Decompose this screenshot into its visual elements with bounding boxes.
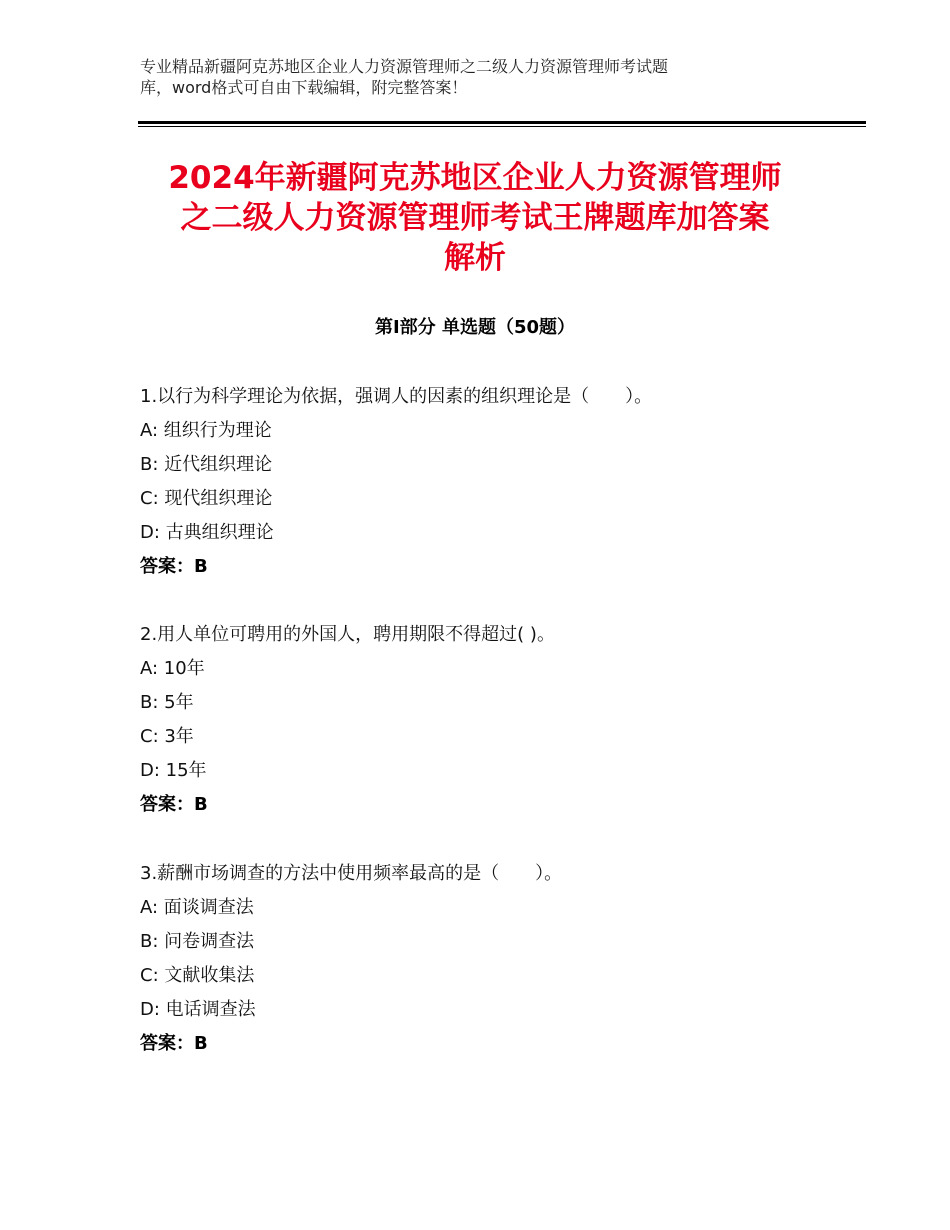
option-b: B: 问卷调查法: [140, 931, 255, 952]
question-2: [140, 618, 840, 822]
option-c: C: 现代组织理论: [140, 488, 273, 509]
question-1: [140, 380, 840, 584]
answer-line: 答案：B: [140, 794, 208, 815]
option-d: D: 电话调查法: [140, 999, 256, 1020]
option-a: A: 组织行为理论: [140, 420, 272, 441]
question-3: [140, 857, 840, 1061]
question-stem: 2.用人单位可聘用的外国人，聘用期限不得超过( )。: [140, 624, 555, 645]
document-title: [120, 158, 830, 278]
header-rule-thin: [138, 126, 866, 127]
question-stem: 3.薪酬市场调查的方法中使用频率最高的是（ ）。: [140, 863, 563, 884]
answer-line: 答案：B: [140, 1033, 208, 1054]
option-b: B: 5年: [140, 692, 194, 713]
title-line-1: 2024年新疆阿克苏地区企业人力资源管理师: [168, 160, 782, 196]
question-stem: 1.以行为科学理论为依据，强调人的因素的组织理论是（ ）。: [140, 386, 653, 407]
option-c: C: 文献收集法: [140, 965, 255, 986]
option-c: C: 3年: [140, 726, 194, 747]
option-d: D: 古典组织理论: [140, 522, 274, 543]
header-note-line-1: 专业精品新疆阿克苏地区企业人力资源管理师之二级人力资源管理师考试题: [140, 57, 669, 76]
title-line-3: 解析: [444, 240, 506, 276]
option-a: A: 10年: [140, 658, 205, 679]
header-note-line-2: 库，word格式可自由下载编辑，附完整答案！: [140, 78, 468, 97]
answer-line: 答案：B: [140, 556, 208, 577]
header-note: [140, 56, 780, 98]
header-rule-thick: [138, 121, 866, 124]
option-b: B: 近代组织理论: [140, 454, 273, 475]
title-line-2: 之二级人力资源管理师考试王牌题库加答案: [180, 200, 770, 236]
section-heading: 第Ⅰ部分 单选题（50题）: [374, 317, 575, 338]
option-d: D: 15年: [140, 760, 207, 781]
option-a: A: 面谈调查法: [140, 897, 254, 918]
